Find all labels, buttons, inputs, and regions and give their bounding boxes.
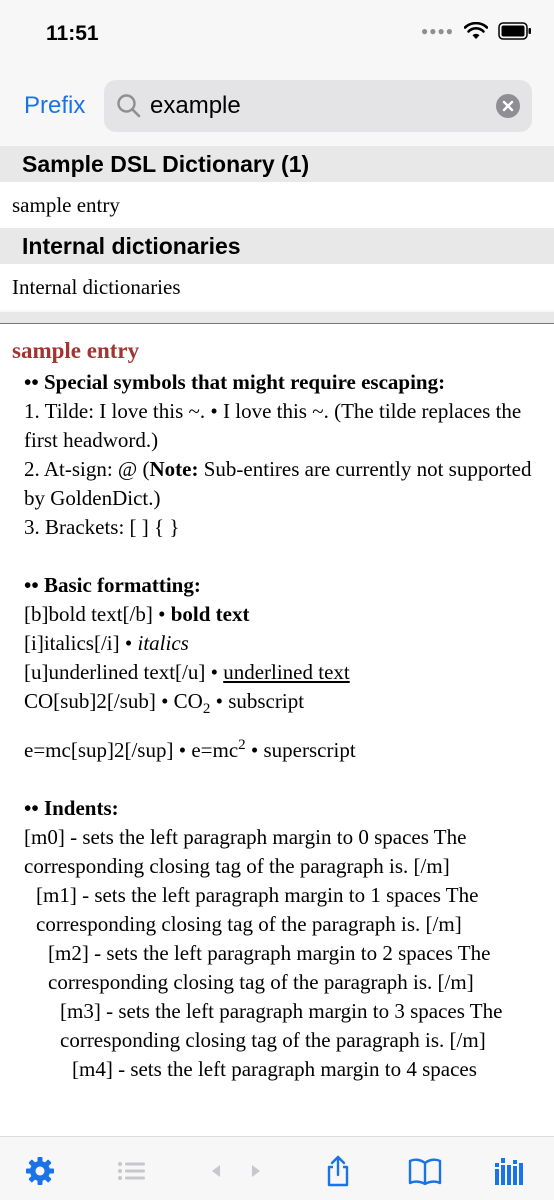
line-at-sign: 2. At-sign: @ (Note: Sub-entires are currently not supported by GoldenDict.) xyxy=(24,457,532,510)
line-indent-m0: [m0] - sets the left paragraph margin to 0 spaces The corresponding closing tag of the paragraph is. [/m] xyxy=(24,825,467,878)
section-header-internal: Internal dictionaries xyxy=(0,228,554,264)
line-superscript: e=mc[sup]2[/sup] • $e=mc^2$ • superscript xyxy=(24,737,356,762)
line-indent-m2: [m2] - sets the left paragraph margin to 2 spaces The corresponding closing tag of the paragraph is. [/m] xyxy=(48,941,491,994)
clear-search-button[interactable] xyxy=(496,94,520,118)
forward-arrow-icon[interactable] xyxy=(246,1155,266,1187)
book-icon[interactable] xyxy=(408,1155,442,1187)
line-tilde: 1. Tilde: I love this ~. • I love this ~. (The tilde replaces the first headword.) xyxy=(24,399,522,452)
prefix-button[interactable]: Prefix xyxy=(24,92,86,119)
line-italic: [i]italics[/i] • italics xyxy=(24,631,189,655)
line-indent-m1: [m1] - sets the left paragraph margin to 1 spaces The corresponding closing tag of the paragraph is. [/m] xyxy=(36,883,479,936)
line-brackets: 3. Brackets: [ ] { } xyxy=(24,515,180,539)
back-arrow-icon[interactable] xyxy=(206,1155,226,1187)
article-headword: sample entry xyxy=(12,338,140,363)
status-icons xyxy=(421,22,532,40)
article-view[interactable] xyxy=(0,324,554,1136)
section-header-sample-dsl: Sample DSL Dictionary (1) xyxy=(0,146,554,182)
status-time: 11:51 xyxy=(46,22,99,45)
line-indent-m4: [m4] - sets the left paragraph margin to 4 spaces xyxy=(72,1057,477,1081)
signal-icon: ●●●● xyxy=(421,24,454,38)
wifi-icon xyxy=(464,22,488,40)
top-panel xyxy=(0,0,554,324)
search-icon xyxy=(116,93,142,119)
battery-icon xyxy=(498,22,532,40)
line-bold: [b]bold text[/b] • bold text xyxy=(24,602,250,626)
bottom-toolbar xyxy=(0,1136,554,1200)
search-input[interactable] xyxy=(150,90,480,122)
list-icon[interactable] xyxy=(116,1155,148,1187)
line-subscript: CO[sub]2[/sub] • $CO_2$ • subscript xyxy=(24,689,305,718)
heading-special-symbols: •• Special symbols that might require escaping: xyxy=(24,370,446,394)
heading-indents: •• Indents: xyxy=(24,796,119,820)
status-bar xyxy=(0,0,554,70)
article-body xyxy=(24,368,534,1084)
close-icon xyxy=(496,94,520,118)
line-underline: [u]underlined text[/u] • underlined text xyxy=(24,660,350,684)
result-item-sample-entry[interactable]: sample entry xyxy=(0,182,554,228)
search-field[interactable] xyxy=(104,80,532,132)
line-indent-m3: [m3] - sets the left paragraph margin to 3 spaces The corresponding closing tag of the paragraph is. [/m] xyxy=(60,999,503,1052)
dictionaries-icon[interactable] xyxy=(494,1155,528,1187)
heading-basic-formatting: •• Basic formatting: xyxy=(24,573,201,597)
settings-gear-icon[interactable] xyxy=(24,1155,56,1187)
share-icon[interactable] xyxy=(322,1155,354,1187)
search-bar xyxy=(0,78,554,134)
result-item-internal[interactable]: Internal dictionaries xyxy=(0,264,554,310)
